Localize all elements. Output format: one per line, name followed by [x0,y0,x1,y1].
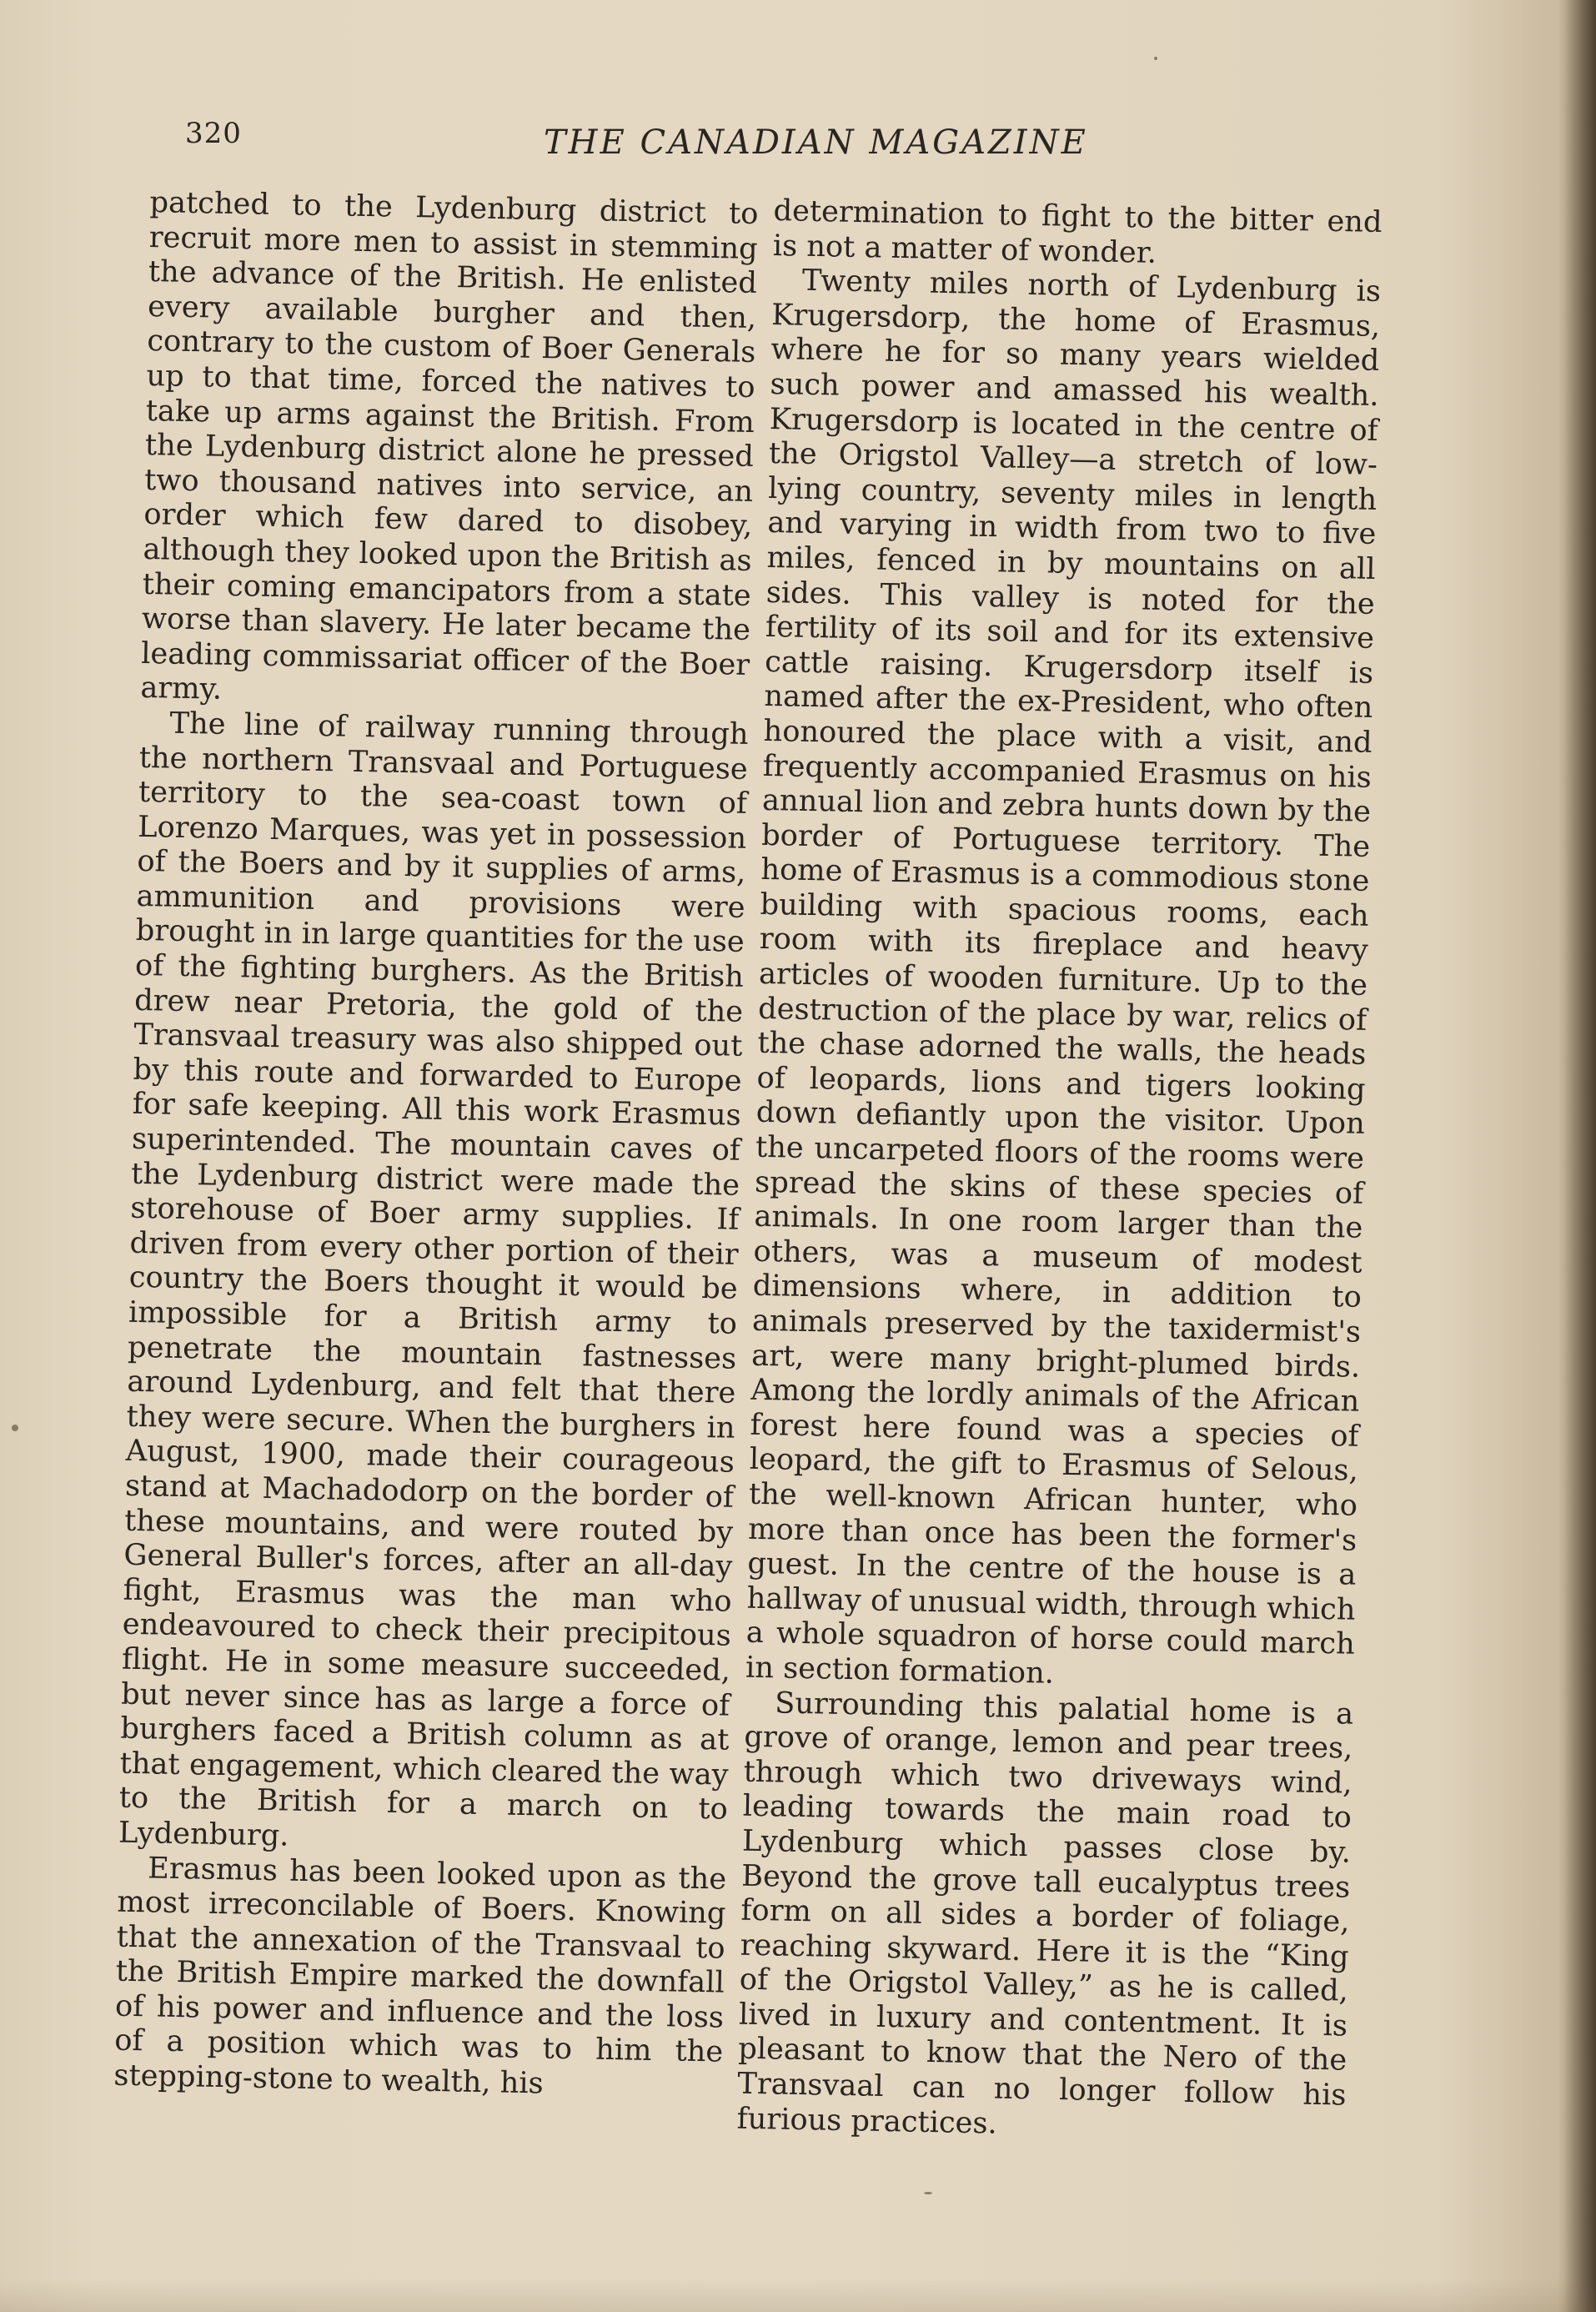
left-column [113,185,759,2104]
page-number: 320 [185,117,242,150]
paragraph: The line of railway running through the northern Transvaal and Portuguese territory to the sea-coast town of Lorenzo Marques, was yet in possession of the Boers and by it supplies of arms, ammunition and provisions were brought in in large quantities for the use of the fighting burghers. As the British drew near Pretoria, the gold of the Transvaal treasury was also shipped out by this route and forwarded to Europe for safe keeping. All this work Erasmus superintended. The mountain caves of the Lydenburg district were made the storehouse of Boer army supplies. If driven from every other portion of their country the Boers thought it would be impossible for a British army to penetrate the mountain fastnesses around Lydenburg, and felt that there they were secure. When the burghers in August, 1900, made their courageous stand at Machadodorp on the border of these mountains, and were routed by General Buller's forces, after an all-day fight, Erasmus was the man who endeavoured to check their precipitous flight. He in some measure succeeded, but never since has as large a force of burghers faced a British column as at that engagement, which cleared the way to the British for a march on to Lydenburg. [118,706,749,1853]
page-edge-shadow [1558,0,1596,2312]
paragraph: patched to the Lydenburg district to recruit more men to assist in stemming the advance of the British. He enlisted every available burgher and then, contrary to the custom of Boer Generals up to that time, forced the natives to take up arms against the British. From the Lydenburg district alone he pressed two thousand natives into service, an order which few dared to disobey, although they looked upon the British as their coming emancipators from a state worse than slavery. He later became the leading commissariat officer of the Boer army. [140,185,759,707]
paragraph: Twenty miles north of Lydenburg is Krugersdorp, the home of Erasmus, where he for so many years wielded such power and amassed his wealth. Krugersdorp is located in the centre of the Origstol Valley—a stretch of low-lying country, seventy miles in length and varying in width from two to five miles, fenced in by mountains on all sides. This valley is noted for the fertility of its soil and for its extensive cattle raising. Krugersdorp itself is named after the ex-President, who often honoured the place with a visit, and frequently accompanied Erasmus on his annual lion and zebra hunts down by the border of Portuguese territory. The home of Erasmus is a commodious stone building with spacious rooms, each room with its fireplace and heavy articles of wooden furniture. Up to the destruction of the place by war, relics of the chase adorned the walls, the heads of leopards, lions and tigers looking down defiantly upon the visitor. Upon the uncarpeted floors of the rooms were spread the skins of these species of animals. In one room larger than the others, was a museum of modest dimensions where, in addition to animals preserved by the taxidermist's art, were many bright-plumed birds. Among the lordly animals of the African forest here found was a species of leopard, the gift to Erasmus of Selous, the well-known African hunter, who more than once has been the former's guest. In the centre of the house is a hallway of unusual width, through which a whole squadron of horse could march in section formation. [745,263,1382,1691]
paper-speck [12,1425,18,1431]
paragraph: Surrounding this palatial home is a grove of orange, lemon and pear trees, through which two driveways wind, leading towards the main road to Lydenburg which passes close by. Beyond the grove tall eucalyptus trees form on all sides a border of foliage, reaching skyward. Here it is the “King of the Origstol Valley,” as he is called, lived in luxury and contentment. It is pleasant to know that the Nero of the Transvaal can no longer follow his furious practices. [736,1685,1354,2141]
paragraph: Erasmus has been looked upon as the most irreconcilable of Boers. Knowing that the annexation of the Transvaal to the British Empire marked the downfall of his power and influence and the loss of a position which was to him the stepping-stone to wealth, his [113,1850,727,2101]
paper-speck [924,2192,932,2194]
right-column [736,194,1383,2148]
page-bottom-shade [0,2279,1596,2312]
page-header [185,117,1119,175]
paper-speck [1154,57,1157,60]
running-title: THE CANADIAN MAGAZINE [544,123,1088,162]
paragraph: determination to fight to the bitter end is not a matter of wonder. [772,194,1383,270]
